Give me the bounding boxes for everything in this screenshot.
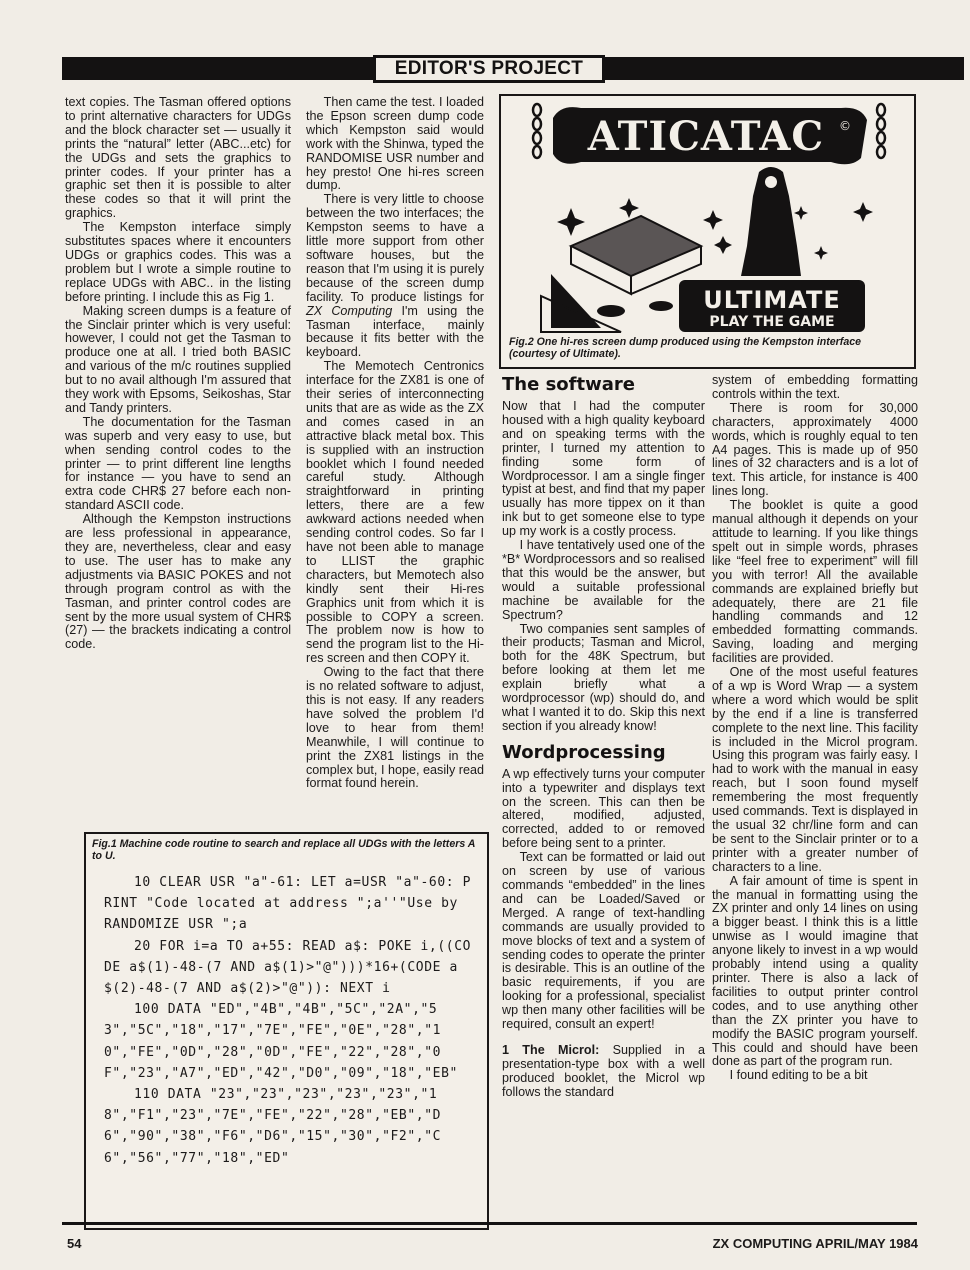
paragraph: system of embedding formatting controls within the text. (712, 373, 918, 401)
magazine-issue: ZX COMPUTING APRIL/MAY 1984 (712, 1236, 918, 1251)
figure-2-screen-dump (499, 94, 916, 369)
subheading-microl: 1 The Microl: (502, 1042, 600, 1057)
aticatac-screen-art (501, 96, 914, 334)
paragraph: One of the most useful features of a wp is Word Wrap — a system where a word which would be split by the end if a line is transferred complete to the next line. This facility is included in the Microl program. Using this program was fairly easy. I had to work with the manual in easy reach, but I soon found myself remembering the most frequently used commands. Text is displayed in the usual 32 chr/line form and can be sent to the Sinclair printer or to a printer with a greater number of characters to a line. (712, 665, 918, 874)
column-1 (65, 96, 291, 652)
hooded-figure-icon (741, 167, 801, 276)
column-3 (502, 372, 705, 1100)
publisher-tagline: PLAY THE GAME (709, 314, 835, 330)
paragraph: I have tentatively used one of the *B* Wordprocessors and so realised that this would be the answer, but would a suitable professional machine be available for the Spectrum? (502, 538, 705, 622)
footer-rule (62, 1222, 917, 1225)
section-title: EDITOR'S PROJECT (373, 55, 605, 83)
code-line: 10 CLEAR USR "a"-61: LET a=USR "a"-60: PRINT "Code located at address ";a''"Use by RANDOMIZE USR ";a (104, 875, 472, 933)
paragraph: Two companies sent samples of their products; Tasman and Microl, both for the 48K Spectrum, but before looking at them let me explain briefly what a wordprocessor (wp) should do, and what I wanted it to do. Skip this next section if you already know! (502, 621, 705, 733)
paragraph: There is room for 30,000 characters, approximately 4000 words, which is roughly equal to ten A4 pages. This is made up of 950 lines of 32 characters and is a lot of text. This article, for instance is 400 lines long. (712, 400, 918, 499)
paragraph-part: I'm using the Tasman interface, mainly because it fits better with the keyboard. (306, 303, 484, 360)
paragraph (502, 1044, 705, 1100)
page-number: 54 (67, 1236, 82, 1251)
paragraph: A wp effectively turns your computer into a typewriter and displays text on the screen. This can then be altered, modified, adjusted, corrected, added to or removed before being sent to a printer. (502, 766, 705, 851)
paragraph-part: There is very little to choose between the two interfaces; the Kempston seems to have a little more support from other software houses, but the reason that I'm using it is purely because of the screen dump facility. To produce listings for (306, 192, 484, 304)
figure-1-caption: Fig.1 Machine code routine to search and replace all UDGs with the letters A to U. (92, 838, 476, 862)
paragraph: Now that I had the computer housed with a high quality keyboard and on speaking terms with the printer, I turned my attention to finding some form of Wordprocessor. I am a single finger typist at best, and find that my paper usually has more tippex on it than ink but to get someone else to type up my work is a costly process. (502, 399, 706, 539)
paragraph: The documentation for the Tasman was superb and very easy to use, but when sending control codes to the printer — to print different line lengths for instance — you have to send an extra code CHR$ 27 before each non-standard ASCII code. (65, 414, 291, 513)
paragraph: The Memotech Centronics interface for the ZX81 is one of their series of interconnecting units that are as wide as the ZX and comes cased in an attractive black metal box. This is supplied with an instruction booklet which I found needed careful study. Although straightforward in printing letters, there are a few awkward actions needed when sending control codes. So far I have not been able to manage to LLIST the graphic characters, but Memotech also kindly sent their Hi-res Graphics unit from which it is possible to COPY a screen. The problem now is how to send the program list to the Hi-res screen and then COPY it. (306, 359, 484, 666)
section-heading-wordprocessing: Wordprocessing (502, 741, 666, 763)
trademark-symbol: © (839, 119, 851, 133)
code-line: 100 DATA "ED","4B","4B","5C","2A","53","5C","18","17","7E","FE","0E","28","10","FE","0D","28","0D","FE","22","28","0F","23","A7","ED","42","D0","09","18","EB" (104, 1002, 458, 1081)
paragraph: A fair amount of time is spent in the manual in formatting using the ZX printer and only 14 lines on using a bigger beast. I think this is a little unwise as I would imagine that anyone likely to invest in a wp would probably intend using a quality printer. There is also a lack of facilities to output printer control codes, and to use anything other than the ZX printer you have to modify the BASIC program yourself. This could and should have been done as part of the program run. (712, 873, 918, 1069)
paragraph: Owing to the fact that there is no related software to adjust, this is not easy. If any readers have solved the problem I'd love to hear from them! Meanwhile, I will continue to print the ZX81 listings in the complex but, I hope, easily read format found herein. (306, 665, 484, 791)
column-4 (712, 374, 918, 1083)
paragraph-part: Supplied in a presentation-type box with a well produced booklet, the Microl wp follows the standard (502, 1042, 706, 1099)
code-line: 110 DATA "23","23","23","23","23","18","F1","23","7E","FE","22","28","EB","D6","90","38","F6","D6","15","30","F2","C6","56","77","18","ED" (104, 1087, 442, 1166)
section-heading-software: The software (502, 374, 635, 395)
basic-listing (104, 872, 474, 1169)
paragraph: I found editing to be a bit (729, 1068, 868, 1083)
figure-2-caption: Fig.2 One hi-res screen dump produced using the Kempston interface (courtesy of Ultimate). (509, 336, 862, 360)
paragraph: Although the Kempston instructions are less professional in appearance, they are, nevertheless, clear and easy to use. The user has to make any adjustments via BASIC POKES and not through program control as with the Tasman, and printer control codes are sent by the more usual system of CHR$ (27) — the brackets indicating a control code. (65, 512, 291, 652)
publisher-logo: ULTIMATE (703, 286, 841, 314)
figure-1-code-listing (84, 832, 489, 1230)
paragraph: The Kempston interface simply substitutes spaces where it encounters UDGs or graphics codes. This was a problem but I wrote a simple routine to replace UDGs with ABC.. in the listing before printing. I include this as Fig 1. (65, 220, 291, 304)
paragraph: The booklet is quite a good manual although it depends on your attitude to learning. If you like things spelt out in simple words, phrases like “feel free to experiment” will fill you with terror! All the available commands are explained briefly but adequately, there are 21 file handling commands and 12 embedded formatting commands. Saving, loading and merging facilities are provided. (712, 498, 918, 666)
chain-right-icon (877, 104, 885, 158)
code-line: 20 FOR i=a TO a+55: READ a$: POKE i,((CODE a$(1)-48-(7 AND a$(1)>"@")))*16+(CODE a$(2)-48-(7 AND a$(2)>"@")): NEXT i (104, 938, 472, 997)
paragraph: Making screen dumps is a feature of the Sinclair printer which is very useful: however, I could not get the Tasman to produce one at all. I tried both BASIC and various of the m/c routines supplied but to no avail although I'm assured that they work with Epsoms, Seikoshas, Star and Tandy printers. (65, 303, 291, 415)
paragraph: Text can be formatted or laid out on screen by use of various commands “embedded” in the lines and can be Loaded/Saved or Merged. A range of text-handling commands are usually provided to move blocks of text and a system of sending codes to operate the printer is desirable. This is an outline of the basic requirements, if you are looking for a professional, specialist wp then many other facilities will be required, consult an expert! (502, 850, 705, 1032)
column-2 (306, 96, 484, 791)
publication-name: ZX Computing (306, 303, 393, 318)
chain-left-icon (533, 104, 541, 158)
paragraph (306, 193, 484, 360)
paragraph: Then came the test. I loaded the Epson screen dump code which Kempston said would work with the Shinwa, typed the RANDOMISE USR number and hey presto! One hi-res screen dump. (306, 95, 484, 193)
game-title: ATICATAC (587, 113, 825, 160)
paragraph: text copies. The Tasman offered options to print alternative characters for UDGs and the block character set — usually it prints the “natural” letter (ABC...etc) for the UDGs and sets the graphics to printer codes. If your printer has a graphic set then it is possible to alter these codes so that it will print the graphics. (65, 95, 291, 221)
